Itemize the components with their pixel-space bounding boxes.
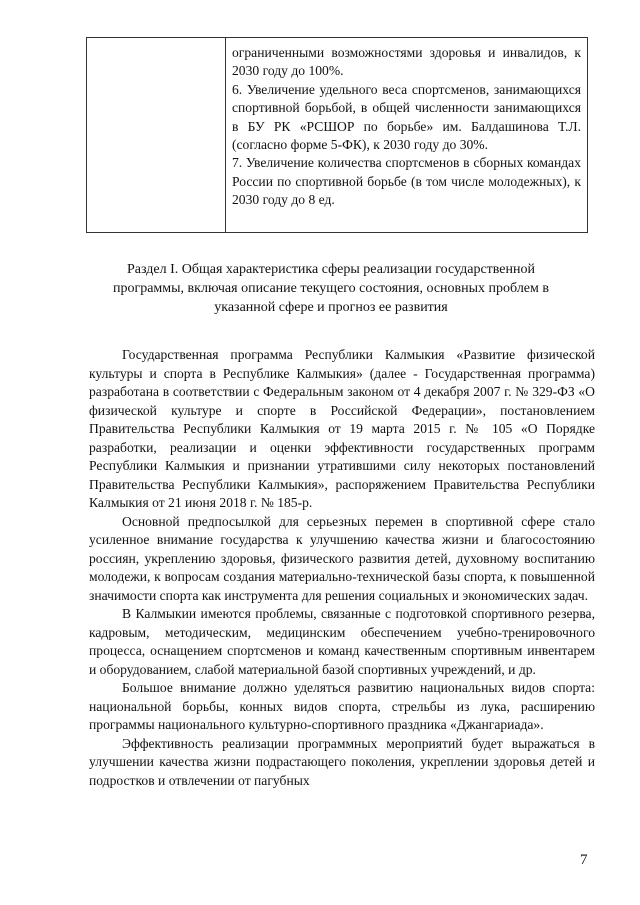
section-title: Раздел I. Общая характеристика сферы реализации государственной программы, включая описание текущего состояния, основных проблем в указанной сфере и прогноз ее развития	[112, 262, 549, 315]
body-paragraph: В Калмыкии имеются проблемы, связанные с подготовкой спортивного резерва, кадровым, методическим, медицинским обеспечением учебно-тренировочного процесса, оснащением спортсменов и команд качественным спортивным инвентарем и оборудованием, слабой материальной базой спортивных учреждений, и др.	[89, 606, 595, 677]
table-paragraph: 7. Увеличение количества спортсменов в сборных командах России по спортивной борьбе (в том числе молодежных), к 2030 году до 8 ед.	[232, 155, 581, 208]
table-fragment	[86, 37, 588, 233]
body-text	[89, 346, 595, 790]
table-paragraph: 6. Увеличение удельного веса спортсменов, занимающихся спортивной борьбой, в общей численности занимающихся в БУ РК «РСШОР по борьбе» им. Балдашинова Т.Л. (согласно форме 5-ФК), к 2030 году до 30%.	[232, 81, 581, 153]
body-paragraph: Основной предпосылкой для серьезных перемен в спортивной сфере стало усиленное внимание государства к улучшению качества жизни и благосостоянию россиян, укреплению здоровья, физического развития детей, духовному воспитанию молодежи, к вопросам создания материально-технической базы спорта, к повышенной значимости спорта как инструмента для решения социальных и экономических задач.	[89, 513, 595, 603]
body-paragraph: Большое внимание должно уделяться развитию национальных видов спорта: национальной борьбы, конных видов спорта, стрельбы из лука, расширению программы национального культурно-спортивного праздника «Джангариада».	[89, 680, 595, 732]
table-column-divider	[225, 38, 226, 232]
table-cell-indicators	[232, 44, 581, 210]
body-paragraph: Государственная программа Республики Калмыкия «Развитие физической культуры и спорта в Республике Калмыкия» (далее - Государственная программа) разработана в соответствии с Федеральным законом от 4 декабря 2007 г. № 329-ФЗ «О физической культуре и спорте в Российской Федерации», постановлением Правительства Республики Калмыкия от 19 марта 2015 г. № 105 «О Порядке разработки, реализации и оценки эффективности государственных программ Республики Калмыкия и признании утратившими силу некоторых постановлений Правительства Республики Калмыкия», распоряжением Правительства Республики Калмыкия от 21 июня 2018 г. № 185-р.	[89, 347, 595, 510]
section-heading	[92, 260, 570, 317]
body-paragraph: Эффективность реализации программных мероприятий будет выражаться в улучшении качества жизни подрастающего поколения, укреплении здоровья детей и подростков и отвлечении от пагубных	[89, 735, 595, 788]
page-number: 7	[580, 852, 588, 868]
table-paragraph: ограниченными возможностями здоровья и инвалидов, к 2030 году до 100%.	[232, 45, 581, 79]
